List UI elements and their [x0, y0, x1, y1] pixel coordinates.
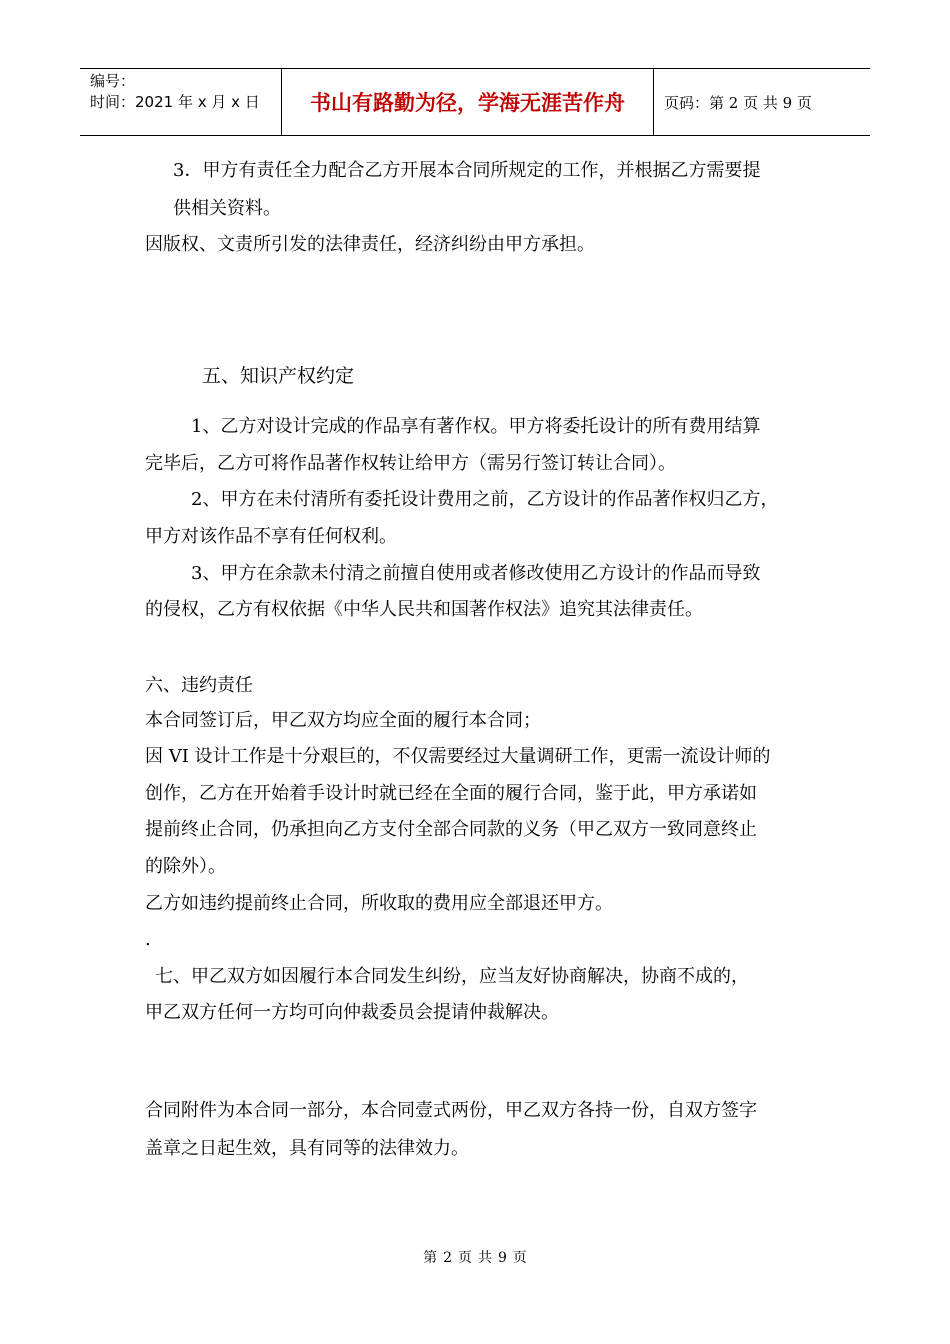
- s5-1-line2: 完毕后，乙方可将作品著作权转让给甲方（需另行签订转让合同）。: [145, 453, 676, 474]
- page-header: [80, 68, 870, 136]
- section5-heading: 五、知识产权约定: [202, 365, 355, 387]
- footer-total-pages: 9: [498, 1250, 507, 1266]
- header-page-label: 页码：第 2 页 共 9 页: [664, 93, 812, 112]
- page-footer: [0, 1247, 950, 1267]
- time-label: 时间：2021 年 x 月 x 日: [90, 93, 260, 111]
- footer-page-number: 2: [443, 1250, 452, 1266]
- s5-1-line1: 1、乙方对设计完成的作品享有著作权。甲方将委托设计的所有费用结算: [191, 416, 761, 437]
- footer-ye2: 页: [512, 1250, 527, 1266]
- copyright-note: 因版权、文责所引发的法律责任，经济纠纷由甲方承担。: [145, 234, 595, 255]
- attachment-line1: 合同附件为本合同一部分，本合同壹式两份，甲乙双方各持一份，自双方签字: [145, 1100, 757, 1121]
- s7-line1: 七、甲乙双方如因履行本合同发生纠纷，应当友好协商解决，协商不成的，: [155, 966, 749, 987]
- attachment-line2: 盖章之日起生效，具有同等的法律效力。: [145, 1138, 469, 1159]
- s5-2-line2: 甲方对该作品不享有任何权利。: [145, 526, 397, 547]
- number-label: 编号：: [90, 72, 136, 90]
- header-meta: [80, 69, 282, 135]
- s5-2-line1: 2、甲方在未付清所有委托设计费用之前，乙方设计的作品著作权归乙方，: [191, 489, 779, 510]
- header-motto: 书山有路勤为径，学海无涯苦作舟: [282, 69, 654, 135]
- s6-p2-line1: 因 VI 设计工作是十分艰巨的，不仅需要经过大量调研工作，更需一流设计师的: [145, 746, 771, 767]
- s6-p2-line2: 创作，乙方在开始着手设计时就已经在全面的履行合同，鉴于此，甲方承诺如: [145, 783, 757, 804]
- section6-heading: 六、违约责任: [145, 675, 253, 696]
- item3-line2: 供相关资料。: [173, 198, 281, 219]
- s6-p2-line3: 提前终止合同，仍承担向乙方支付全部合同款的义务（甲乙双方一致同意终止: [145, 819, 757, 840]
- footer-ye: 页: [458, 1250, 472, 1266]
- s6-p3: 乙方如违约提前终止合同，所收取的费用应全部退还甲方。: [145, 893, 613, 914]
- footer-di: 第: [423, 1250, 438, 1266]
- s7-line2: 甲乙双方任何一方均可向仲裁委员会提请仲裁解决。: [145, 1002, 559, 1023]
- s6-p1: 本合同签订后，甲乙双方均应全面的履行本合同；: [145, 710, 541, 731]
- stray-dot: .: [145, 929, 151, 950]
- s6-p2-line4: 的除外）。: [145, 856, 226, 877]
- s5-3-line1: 3、甲方在余款未付清之前擅自使用或者修改使用乙方设计的作品而导致: [191, 563, 761, 584]
- footer-gong: 共: [478, 1250, 492, 1266]
- s5-3-line2: 的侵权，乙方有权依据《中华人民共和国著作权法》追究其法律责任。: [145, 599, 703, 620]
- item3-line1: 3．甲方有责任全力配合乙方开展本合同所规定的工作，并根据乙方需要提: [173, 160, 761, 181]
